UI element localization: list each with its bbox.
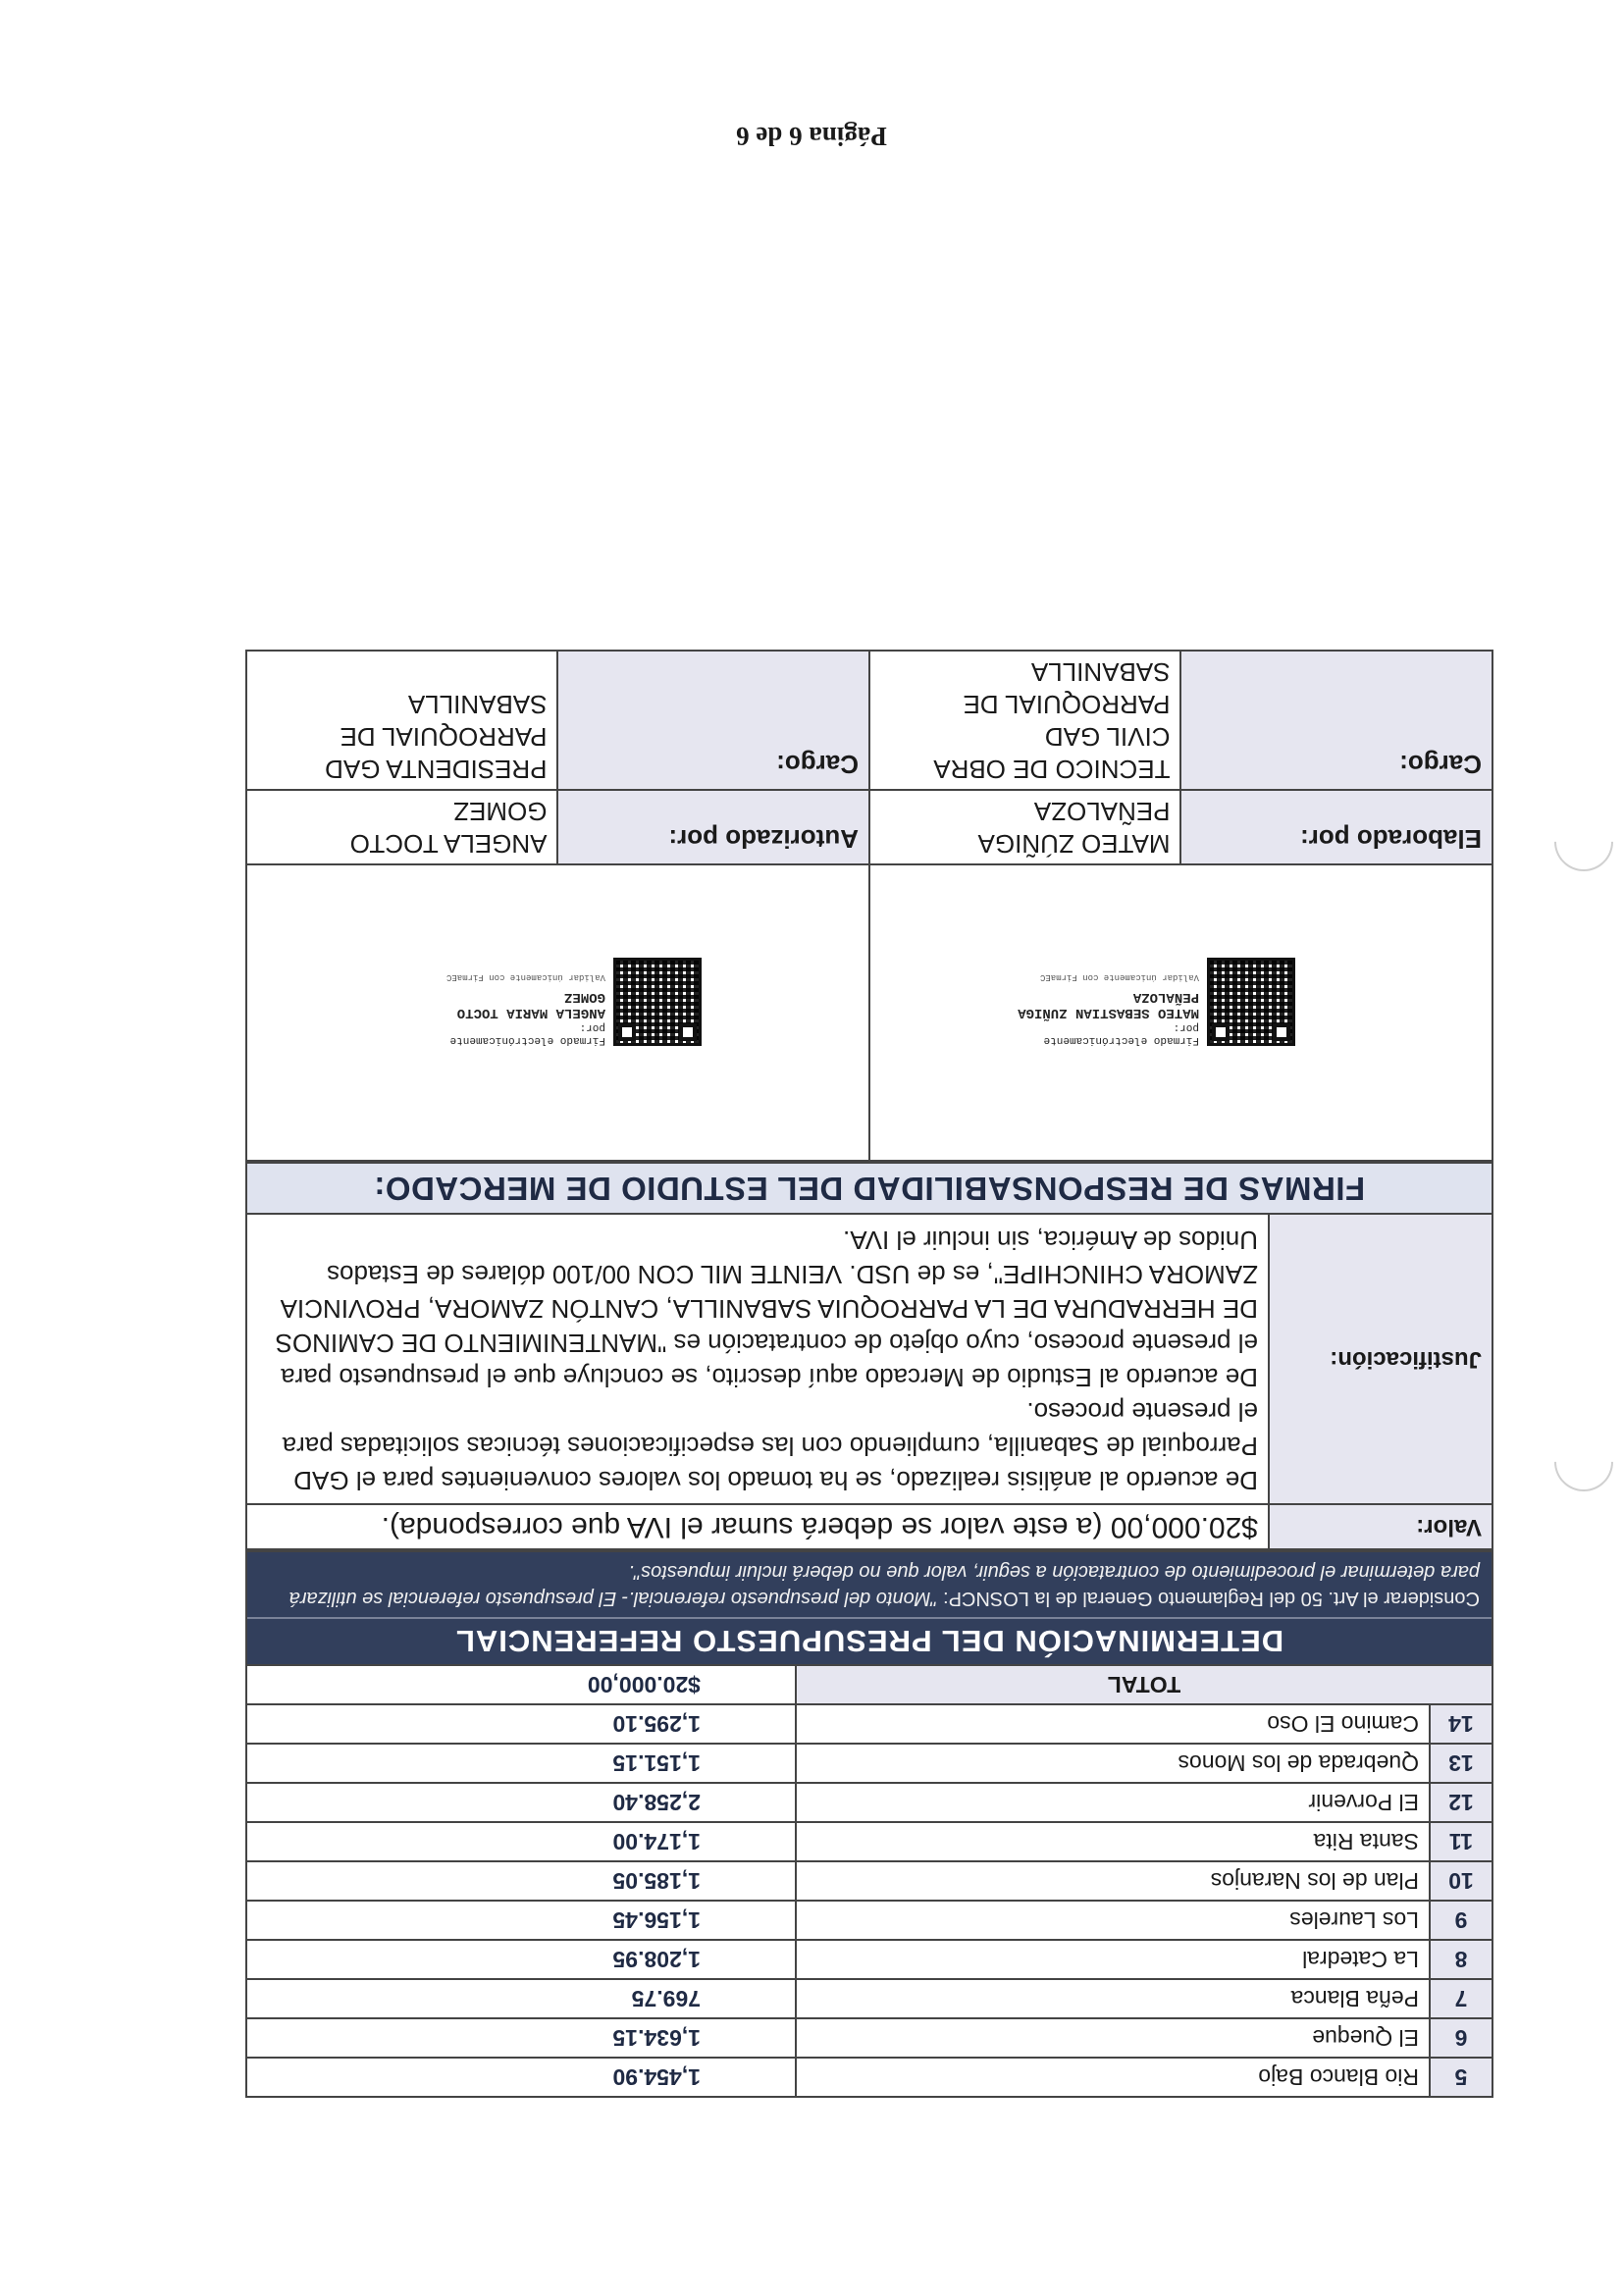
item-name: Rio Blanco Bajo [796, 2058, 1430, 2097]
item-value: 1,174.00 [246, 1822, 796, 1861]
autorizado-label: Autorizado por: [558, 790, 870, 864]
signature-images-row [246, 864, 1492, 1161]
signature-left-name: MATEO SEBASTIAN ZUÑIGA PEÑALOZA [1018, 989, 1199, 1020]
table-row [246, 1822, 1492, 1861]
item-value: 769.75 [246, 1979, 796, 2018]
punch-hole [1543, 801, 1623, 884]
punch-hole [1543, 1421, 1623, 1504]
item-number: 13 [1430, 1744, 1492, 1783]
item-value: 1,185.05 [246, 1861, 796, 1901]
cargo-right-value: PRESIDENTA GAD PARROQUIAL DE SABANILLA [246, 651, 558, 790]
justificacion-paragraph-2: De acuerdo al Estudio de Mercado aquí descrito, se concluye que el presupuesto para el presente proceso, cuyo objeto de contratación es "MANTENIMIENTO DE CAMINOS DE HERRADURA DE LA PARROQUIA SABANILLA, CANTÓN ZAMORA, PROVINCIA ZAMORA CHINCHIPE", es de USD. VEINTE MIL CON 00/100 dólares de Estados Unidos de América, sin incluir el IVA. [275, 1226, 1258, 1392]
item-value: 1,634.15 [246, 2018, 796, 2058]
determinacion-text-prefix: Considerar el Art. 50 del Reglamento General de la LOSNCP: [937, 1588, 1480, 1609]
table-row [246, 1979, 1492, 2018]
item-name: Peña Blanca [796, 1979, 1430, 2018]
item-value: 1,151.15 [246, 1744, 796, 1783]
item-number: 6 [1430, 2018, 1492, 2058]
total-value: $20.000,00 [246, 1665, 796, 1704]
cargo-left-value: TECNICO DE OBRA CIVIL GAD PARROQUIAL DE SABANILLA [869, 651, 1181, 790]
signature-left-caption: Firmado electrónicamente por: [1043, 1021, 1199, 1046]
valor-text: $20.000,00 (a este valor se deberá sumar el IVA que corresponda). [246, 1504, 1269, 1549]
justificacion-row [246, 1214, 1492, 1504]
justificacion-paragraph-1: De acuerdo al análisis realizado, se ha tomado los valores convenientes para el GAD Parroquial de Sabanilla, cumpliendo con las especificaciones técnicas solicitadas para el presente proceso. [282, 1397, 1258, 1495]
table-row [246, 1704, 1492, 1744]
determinacion-text [247, 1552, 1492, 1617]
signature-left-note: Validar únicamente con FirmaEC [1039, 972, 1199, 982]
signature-cargo-row [246, 651, 1492, 790]
page-number: Página 6 de 6 [736, 122, 887, 151]
cargo-left-label: Cargo: [1181, 651, 1493, 790]
signature-left-text [1013, 970, 1199, 1046]
item-name: Quebrada de los Monos [796, 1744, 1430, 1783]
item-value: 1,454.90 [246, 2058, 796, 2097]
elaborado-label: Elaborado por: [1181, 790, 1493, 864]
signature-right-stamp [419, 958, 702, 1046]
determinacion-section [245, 1550, 1493, 1664]
item-name: Santa Rita [796, 1822, 1430, 1861]
item-number: 10 [1430, 1861, 1492, 1901]
qr-code-icon [1207, 958, 1295, 1046]
item-number: 9 [1430, 1901, 1492, 1940]
item-number: 5 [1430, 2058, 1492, 2097]
table-row [246, 2058, 1492, 2097]
signature-left-box [869, 864, 1492, 1161]
item-name: Los Laureles [796, 1901, 1430, 1940]
item-number: 14 [1430, 1704, 1492, 1744]
qr-code-icon [613, 958, 702, 1046]
valor-label: Valor: [1269, 1504, 1492, 1549]
item-number: 11 [1430, 1822, 1492, 1861]
signature-names-row [246, 790, 1492, 864]
item-value: 1,208.95 [246, 1940, 796, 1979]
signature-left-stamp [1013, 958, 1295, 1046]
items-table [245, 1664, 1493, 2098]
signature-right-name: ANGELA MARIA TOCTO GOMEZ [456, 989, 605, 1020]
table-row [246, 1940, 1492, 1979]
firmas-title: FIRMAS DE RESPONSABILIDAD DEL ESTUDIO DE MERCADO: [245, 1162, 1493, 1213]
item-value: 1,156.45 [246, 1901, 796, 1940]
justificacion-text [246, 1214, 1269, 1504]
item-name: El Queque [796, 2018, 1430, 2058]
item-number: 7 [1430, 1979, 1492, 2018]
item-value: 1,295.10 [246, 1704, 796, 1744]
table-row [246, 1861, 1492, 1901]
signature-right-text [419, 970, 605, 1046]
signature-right-box [246, 864, 869, 1161]
total-row [246, 1665, 1492, 1704]
signature-right-note: Validar únicamente con FirmaEC [445, 972, 605, 982]
table-row [246, 1901, 1492, 1940]
total-label: TOTAL [796, 1665, 1492, 1704]
item-name: La Catedral [796, 1940, 1430, 1979]
item-value: 2,258.40 [246, 1783, 796, 1822]
valor-justificacion-table [245, 1213, 1493, 1550]
item-name: El Porvenir [796, 1783, 1430, 1822]
item-number: 12 [1430, 1783, 1492, 1822]
justificacion-label: Justificación: [1269, 1214, 1492, 1504]
determinacion-title: DETERMINACIÓN DEL PRESUPUESTO REFERENCIAL [247, 1617, 1492, 1664]
valor-row [246, 1504, 1492, 1549]
table-row [246, 1783, 1492, 1822]
cargo-right-label: Cargo: [558, 651, 870, 790]
signatures-table [245, 650, 1493, 1162]
determinacion-text-italic: "Monto del presupuesto referencial.- El presupuesto referencial se utilizará para determinar el procedimiento de contratación a seguir, valor que no deberá incluir impuestos". [288, 1561, 1480, 1609]
signature-right-caption: Firmado electrónicamente por: [449, 1021, 605, 1046]
item-number: 8 [1430, 1940, 1492, 1979]
autorizado-name: ANGELA TOCTO GOMEZ [246, 790, 558, 864]
table-row [246, 1744, 1492, 1783]
item-name: Camino El Oso [796, 1704, 1430, 1744]
item-name: Plan de los Naranjos [796, 1861, 1430, 1901]
table-row [246, 2018, 1492, 2058]
elaborado-name: MATEO ZÚÑIGA PEÑALOZA [869, 790, 1181, 864]
document-content [245, 650, 1493, 2098]
